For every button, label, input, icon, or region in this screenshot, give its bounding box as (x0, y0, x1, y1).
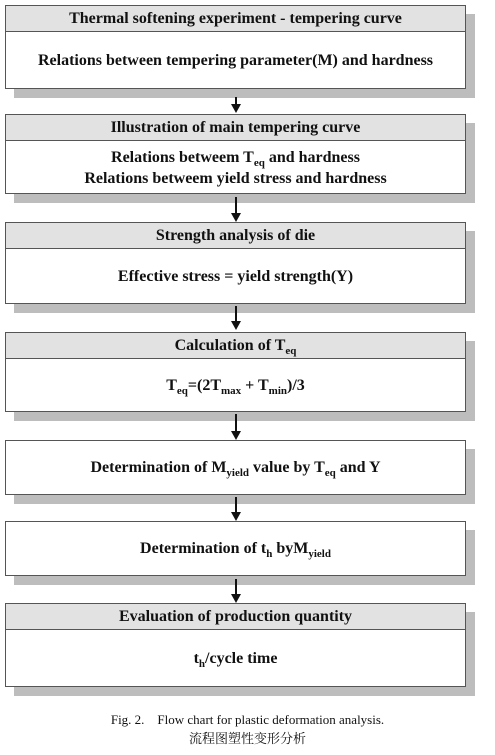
step-body (6, 141, 465, 194)
step-production-quantity (5, 603, 466, 687)
step-determination-th (5, 521, 466, 576)
step-title: Thermal softening experiment - tempering curve (6, 6, 465, 32)
step-text: $t_h$/cycle time (193, 650, 278, 670)
step-body (6, 32, 465, 89)
step-text: Relations betweem yield stress and hardness (84, 169, 387, 187)
step-body (6, 441, 465, 494)
step-text: Determination of $t_h$ byM$_{yield}$ (140, 540, 331, 560)
step-text: Determination of $M_{yield}$ value by $T_{eq}$ and Y (90, 459, 381, 479)
flow-arrow (231, 497, 241, 521)
step-title: Evaluation of production quantity (6, 604, 465, 630)
figure-caption: Fig. 2. Flow chart for plastic deformation analysis. (110, 712, 385, 727)
flow-arrow (231, 197, 241, 222)
step-tempering-curve (5, 5, 466, 89)
step-title: Calculation of $T_{eq}$ (6, 333, 465, 359)
step-body (6, 359, 465, 412)
step-determination-myield (5, 440, 466, 495)
step-strength-analysis (5, 222, 466, 304)
step-text: Relations betweem $T_{eq}$ and hardness (111, 148, 360, 169)
step-body (6, 249, 465, 304)
step-formula: $T_{eq}=(2T_{max} + T_{min})/3$ (166, 377, 305, 397)
step-body (6, 630, 465, 687)
step-body (6, 522, 465, 575)
flow-arrow (231, 97, 241, 113)
flow-arrow (231, 579, 241, 603)
step-text: Relations between tempering parameter(M) and hardness (37, 52, 434, 69)
step-main-tempering-curve (5, 114, 466, 194)
flow-arrow (231, 414, 241, 440)
figure-caption-chinese: 流程图塑性变形分析 (188, 732, 306, 747)
step-title: Strength analysis of die (6, 223, 465, 249)
step-text: Effective stress = yield strength(Y) (117, 268, 354, 285)
flow-arrow (231, 306, 241, 330)
step-title: Illustration of main tempering curve (6, 115, 465, 141)
step-calculation-teq (5, 332, 466, 412)
